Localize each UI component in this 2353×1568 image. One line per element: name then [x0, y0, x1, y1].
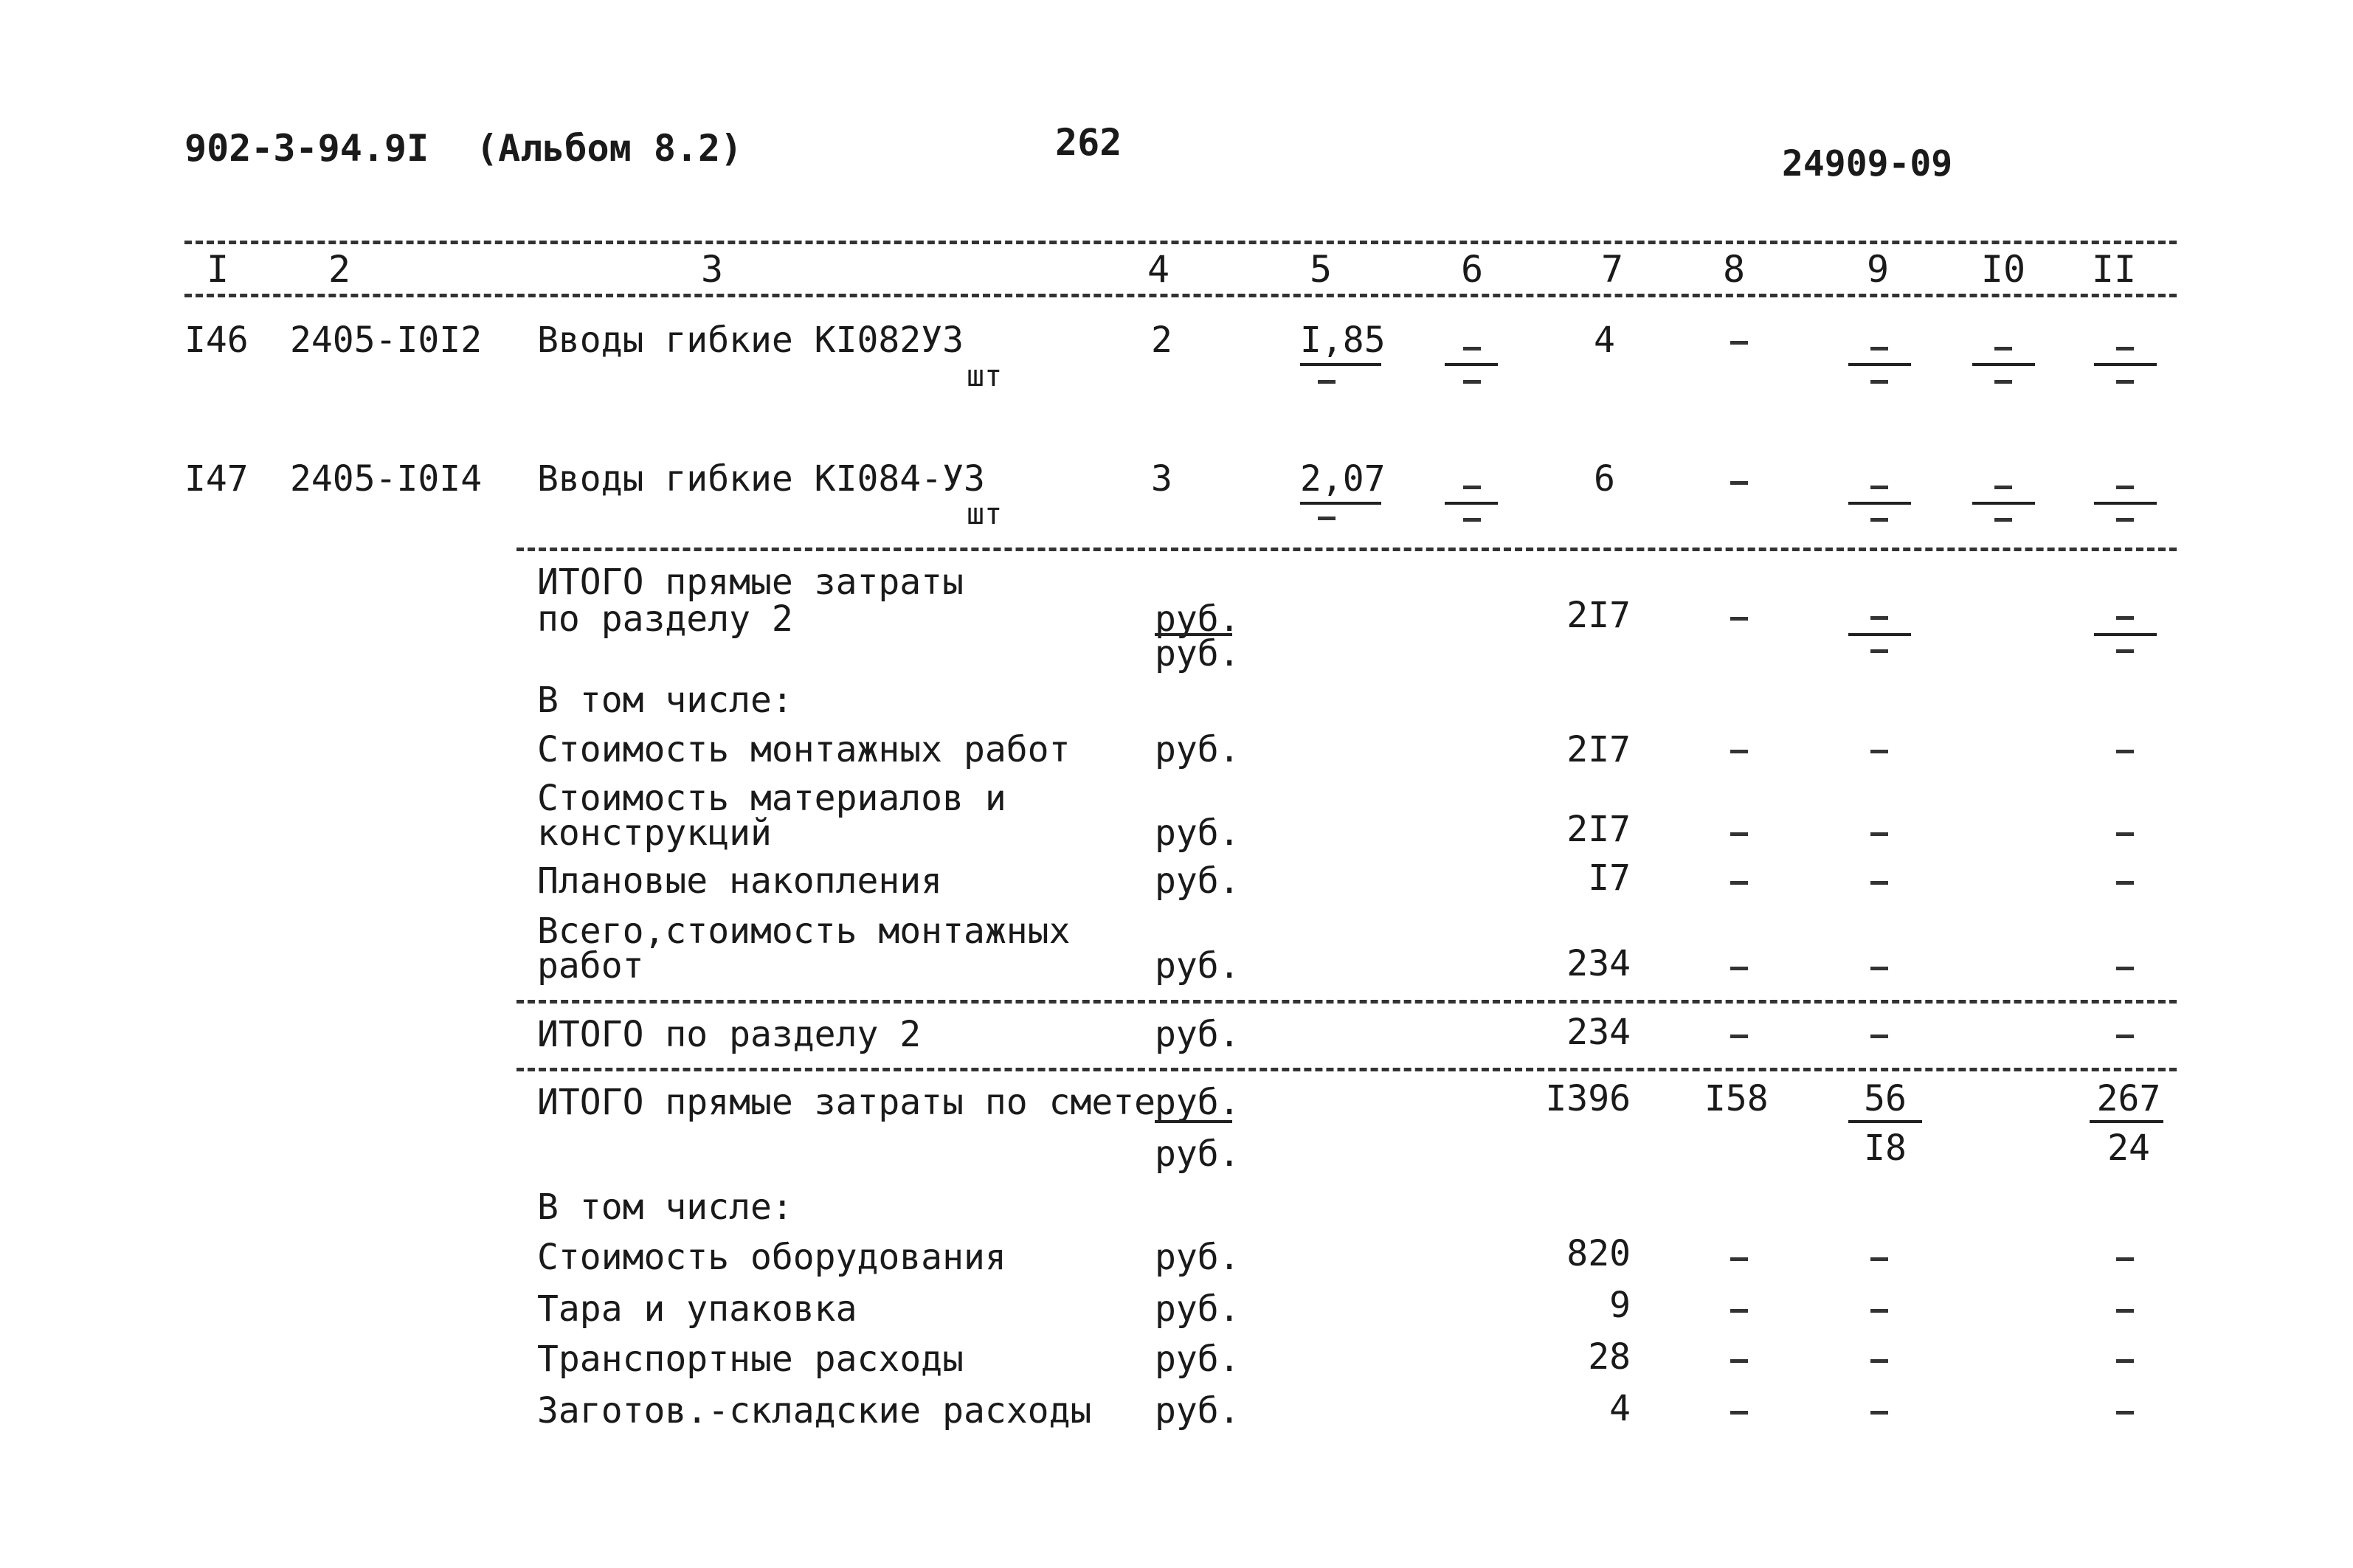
empty-dash	[1994, 380, 2012, 384]
empty-dash	[2116, 1035, 2134, 1038]
item-name: Вводы гибкие КI082УЗ	[537, 320, 964, 361]
col-header-9: 9	[1866, 248, 1890, 291]
estimate-col11-bottom: 24	[2107, 1127, 2150, 1169]
empty-dash	[1463, 518, 1481, 522]
empty-dash	[1994, 518, 2012, 522]
estimate-direct-value: I396	[1545, 1078, 1631, 1119]
empty-dash	[1870, 380, 1888, 384]
including-label: В том числе:	[537, 680, 793, 721]
empty-dash	[1870, 750, 1888, 753]
item-number: I47	[184, 458, 249, 500]
empty-dash	[1870, 518, 1888, 522]
estimate-col11-top: 267	[2096, 1078, 2161, 1119]
fraction-bar	[2094, 502, 2157, 505]
empty-dash	[1730, 750, 1748, 753]
price-fraction-bar	[1300, 502, 1381, 505]
fraction-bar	[1848, 502, 1911, 505]
empty-dash	[1318, 380, 1336, 384]
col-header-8: 8	[1722, 248, 1746, 291]
empty-dash	[2116, 1411, 2134, 1415]
item-price: I,85	[1300, 320, 1386, 361]
unit-rub: руб.	[1155, 812, 1240, 854]
fraction-bar	[1972, 363, 2035, 366]
mounting-cost-value: 2I7	[1566, 729, 1631, 770]
col-header-2: 2	[328, 248, 351, 291]
registry-number: 24909-09	[1782, 143, 1953, 184]
item-qty: 2	[1151, 320, 1172, 361]
section2-direct-line2: по разделу 2	[537, 598, 793, 640]
fraction-bar	[1848, 363, 1911, 366]
planned-savings-value: I7	[1588, 857, 1631, 899]
empty-dash	[1870, 616, 1888, 620]
price-fraction-bar	[1300, 363, 1381, 366]
empty-dash	[1730, 1411, 1748, 1415]
materials-label-line2: конструкций	[537, 812, 772, 854]
item-code: 2405-I0I4	[290, 458, 483, 500]
unit-rub: руб.	[1155, 945, 1240, 987]
unit-rub: руб.	[1155, 1237, 1240, 1278]
empty-dash	[2116, 518, 2134, 522]
empty-dash	[1463, 347, 1481, 350]
section-rule	[516, 548, 2177, 551]
unit-rub: руб.	[1155, 860, 1240, 902]
storage-value: 4	[1609, 1388, 1631, 1429]
packaging-value: 9	[1609, 1285, 1631, 1326]
empty-dash	[1730, 617, 1748, 621]
empty-dash	[1463, 380, 1481, 384]
fraction-bar	[2090, 1120, 2163, 1123]
mounting-cost-label: Стоимость монтажных работ	[537, 729, 1071, 770]
unit-rub: руб.	[1155, 1390, 1240, 1431]
estimate-direct-label: ИТОГО прямые затраты по смете	[537, 1082, 1156, 1123]
col-header-6: 6	[1460, 248, 1484, 291]
empty-dash	[2116, 380, 2134, 384]
item-name: Вводы гибкие КI084-УЗ	[537, 458, 985, 500]
col-header-11: II	[2091, 248, 2137, 291]
empty-dash	[2116, 649, 2134, 653]
item-unit: шт	[967, 359, 1003, 393]
transport-value: 28	[1588, 1336, 1631, 1378]
section2-direct-line1: ИТОГО прямые затраты	[537, 562, 964, 603]
empty-dash	[2116, 750, 2134, 753]
empty-dash	[1870, 881, 1888, 885]
empty-dash	[1870, 1309, 1888, 1313]
empty-dash	[1318, 517, 1336, 520]
empty-dash	[1870, 1411, 1888, 1415]
section2-total-value: 234	[1566, 1012, 1631, 1053]
empty-dash	[1870, 967, 1888, 970]
estimate-col8-value: I58	[1704, 1078, 1769, 1119]
empty-dash	[2116, 832, 2134, 836]
empty-dash	[1730, 832, 1748, 836]
col-header-7: 7	[1600, 248, 1624, 291]
fraction-bar	[1445, 502, 1498, 505]
including-label: В том числе:	[537, 1187, 793, 1228]
empty-dash	[1730, 481, 1748, 485]
estimate-col9-top: 56	[1864, 1078, 1907, 1119]
empty-dash	[1730, 1359, 1748, 1363]
empty-dash	[1730, 881, 1748, 885]
empty-dash	[1994, 486, 2012, 489]
fraction-bar	[1445, 363, 1498, 366]
section2-direct-value: 2I7	[1566, 595, 1631, 636]
total-mounting-value: 234	[1566, 943, 1631, 984]
empty-dash	[1870, 1035, 1888, 1038]
empty-dash	[1870, 486, 1888, 489]
fraction-bar	[2094, 363, 2157, 366]
unit-rub: руб.	[1155, 1014, 1240, 1055]
estimate-col9-bottom: I8	[1864, 1127, 1907, 1169]
fraction-bar	[2094, 633, 2157, 636]
empty-dash	[2116, 881, 2134, 885]
equipment-cost-value: 820	[1566, 1233, 1631, 1274]
empty-dash	[1730, 1309, 1748, 1313]
item-unit: шт	[967, 497, 1003, 531]
empty-dash	[2116, 1257, 2134, 1261]
empty-dash	[1730, 1257, 1748, 1261]
col-header-3: 3	[700, 248, 724, 291]
section2-total-label: ИТОГО по разделу 2	[537, 1014, 922, 1055]
unit-rub: руб.	[1155, 1082, 1240, 1123]
empty-dash	[1730, 341, 1748, 345]
document-code: 902-3-94.9I	[184, 127, 429, 170]
page-number: 262	[1055, 121, 1122, 164]
empty-dash	[1870, 832, 1888, 836]
item-number: I46	[184, 320, 249, 361]
empty-dash	[1730, 1035, 1748, 1038]
empty-dash	[2116, 347, 2134, 350]
col-header-10: I0	[1980, 248, 2026, 291]
item-qty: 3	[1151, 458, 1172, 500]
empty-dash	[2116, 1359, 2134, 1363]
unit-rub: руб.	[1155, 633, 1240, 674]
unit-rub: руб.	[1155, 729, 1240, 770]
empty-dash	[1870, 347, 1888, 350]
empty-dash	[2116, 486, 2134, 489]
empty-dash	[1994, 347, 2012, 350]
equipment-cost-label: Стоимость оборудования	[537, 1237, 1006, 1278]
empty-dash	[1870, 1257, 1888, 1261]
fraction-bar	[1155, 1120, 1232, 1123]
header-top-rule	[184, 241, 2177, 244]
empty-dash	[1730, 967, 1748, 970]
item-total: 6	[1594, 458, 1615, 500]
item-price: 2,07	[1300, 458, 1386, 500]
empty-dash	[2116, 616, 2134, 620]
empty-dash	[1463, 486, 1481, 489]
col-header-5: 5	[1309, 248, 1333, 291]
fraction-bar	[1972, 502, 2035, 505]
planned-savings-label: Плановые накопления	[537, 860, 943, 902]
section-rule	[516, 1000, 2177, 1004]
section-rule	[516, 1068, 2177, 1071]
total-mounting-label-line2: работ	[537, 945, 644, 987]
item-total: 4	[1594, 320, 1615, 361]
fraction-bar	[1848, 1120, 1922, 1123]
empty-dash	[2116, 1309, 2134, 1313]
col-header-1: I	[206, 248, 229, 291]
unit-rub: руб.	[1155, 1288, 1240, 1330]
header-bottom-rule	[184, 294, 2177, 297]
storage-label: Заготов.-складские расходы	[537, 1390, 1092, 1431]
fraction-bar	[1848, 633, 1911, 636]
total-mounting-label-line1: Всего,стоимость монтажных	[537, 911, 1071, 952]
item-code: 2405-I0I2	[290, 320, 483, 361]
transport-label: Транспортные расходы	[537, 1339, 964, 1380]
unit-rub: руб.	[1155, 1339, 1240, 1380]
unit-rub: руб.	[1155, 1133, 1240, 1175]
unit-rub: руб.	[1155, 598, 1240, 640]
packaging-label: Тара и упаковка	[537, 1288, 857, 1330]
empty-dash	[1870, 1359, 1888, 1363]
empty-dash	[1870, 649, 1888, 653]
materials-value: 2I7	[1566, 809, 1631, 850]
col-header-4: 4	[1147, 248, 1170, 291]
album-label: (Альбом 8.2)	[476, 127, 743, 170]
empty-dash	[2116, 967, 2134, 970]
materials-label-line1: Стоимость материалов и	[537, 778, 1006, 819]
